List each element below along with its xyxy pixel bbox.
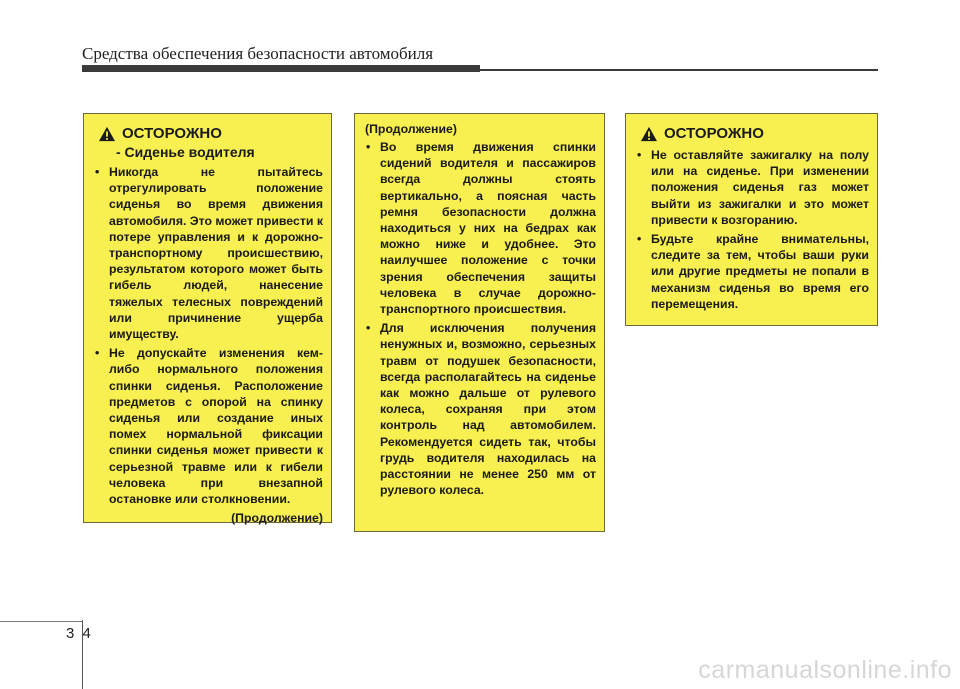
warning-triangle-icon: [98, 126, 116, 142]
list-item: • Для исключения получения ненужных и, возможно, серьезных травм от подушек безопасности, всегда располагайтесь на сиденье как можно дальше от рулевого колеса, сохраняя при этом контроль над автомобилем. Рекомендуется сидеть так, чтобы грудь водителя находилась на расстоянии не менее 250 мм от рулевого колеса.: [363, 320, 596, 498]
list-item: • Будьте крайне внимательны, следите за тем, чтобы ваши руки или другие предметы не попали в механизм сиденья во время его перемещения.: [634, 231, 869, 312]
continued-note: (Продолжение): [231, 511, 323, 526]
warning-heading-text: ОСТОРОЖНО: [122, 125, 222, 142]
watermark: carmanualsonline.info: [698, 656, 952, 684]
warning-list: [363, 139, 596, 498]
list-item: • Не допускайте изменения кем-либо нормального положения спинки сиденья. Расположение предметов с опорой на спинку сиденья или создание иных помех нормальной фиксации спинки сиденья может привести к серьезной травме или к гибели человека при внезапной остановке или столкновении.: [92, 345, 323, 507]
footer-rule: [0, 621, 82, 622]
warning-panel-lighter: [625, 113, 878, 326]
warning-list: [92, 164, 323, 507]
warning-heading: [634, 125, 869, 143]
list-item: • Никогда не пытайтесь отрегулировать положение сиденья во время движения автомобиля. Это может привести к потере управления и к дорожно-транспортному происшествию, результатом которого может быть гибель людей, нанесение тяжелых телесных повреждений или причинение ущерба имуществу.: [92, 164, 323, 342]
warning-heading: [92, 125, 323, 143]
section-title: Средства обеспечения безопасности автомобиля: [82, 44, 434, 63]
list-item: • Не оставляйте зажигалку на полу или на сиденье. При изменении положения сиденья газ может выйти из зажигалки и это может привести к возгоранию.: [634, 147, 869, 228]
warning-triangle-icon: [640, 126, 658, 142]
warning-list: [634, 147, 869, 312]
header-rule: [82, 65, 480, 72]
list-item: • Во время движения спинки сидений водителя и пассажиров всегда должны стоять вертикально, а поясная часть ремня безопасности должна находиться у них на бедрах как можно ниже и удобнее. Это наилучшее положение с точки зрения обеспечения защиты человека в случае дорожно-транспортного происшествия.: [363, 139, 596, 317]
warning-subheading: - Сиденье водителя: [116, 144, 255, 160]
continued-note: (Продолжение): [365, 122, 457, 136]
page-number: 3 4: [66, 625, 93, 642]
warning-panel-continued: [354, 113, 605, 532]
header-rule-thin: [480, 69, 878, 71]
warning-heading-text: ОСТОРОЖНО: [664, 125, 764, 142]
warning-panel-driver-seat: [83, 113, 332, 526]
